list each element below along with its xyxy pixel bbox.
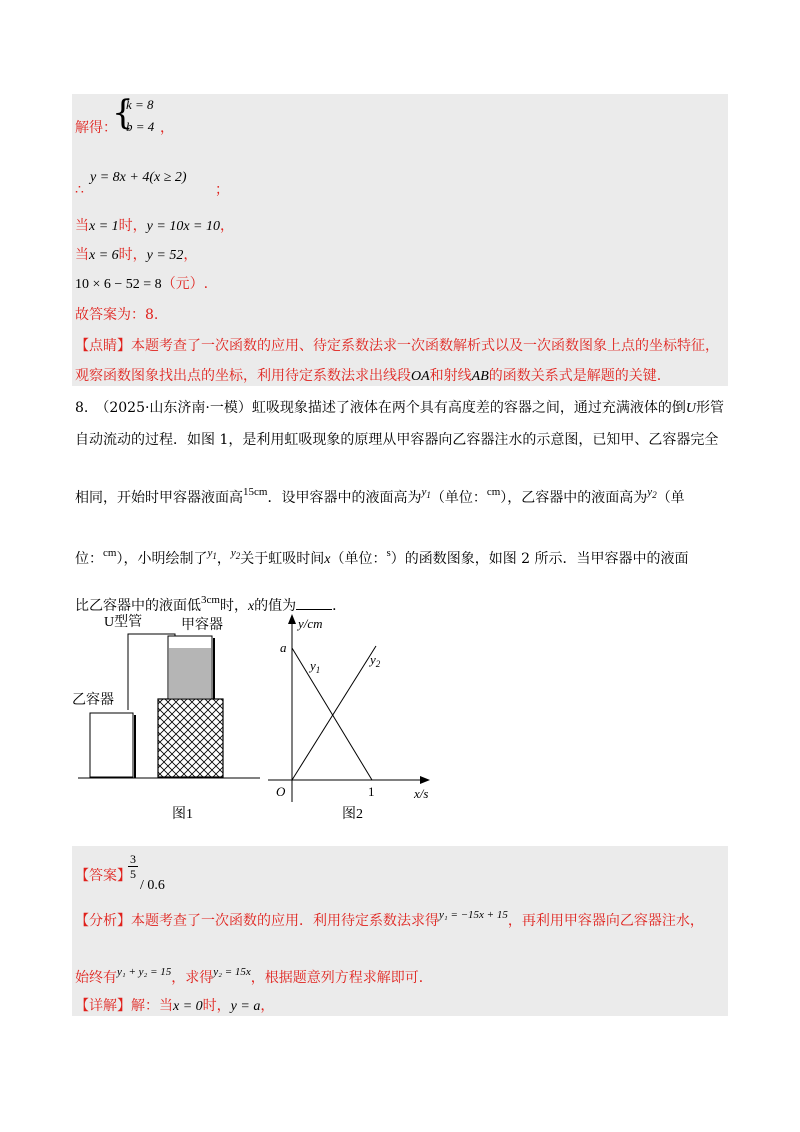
problem-line-4: 位：$^{cm}$），小明绘制了$^{y_1}$，$^{y_2}$关于虹吸时间x（单位：$^s$）的函数图象，如图 2 所示．当甲容器中的液面 [75, 547, 689, 567]
container-a-liquid [169, 648, 211, 698]
y1-label: $y_1$ [310, 658, 321, 675]
problem-line-3: 相同，开始时甲容器液面高$^{15cm}$．设甲容器中的液面高为$^{y_1}$（单位：$^{cm}$），乙容器中的液面高为$^{y_2}$（单 [75, 486, 685, 506]
figure-2-caption: 图2 [342, 807, 363, 822]
comment-line-1: 【点睛】本题考查了一次函数的应用、待定系数法求一次函数解析式以及一次函数图象上点的坐标特征， [75, 338, 719, 354]
x-axis-label: x/s [414, 786, 429, 801]
answer-alt: / 0.6 [140, 878, 165, 893]
container-b [90, 713, 133, 777]
analysis-line-1: 【分析】本题考查了一次函数的应用．利用待定系数法求得$^{y_1 = -15x + 15}$，再利用甲容器向乙容器注水， [75, 909, 704, 929]
x-axis-arrow [420, 776, 430, 784]
solution-block [72, 846, 728, 1016]
y-axis-arrow [288, 614, 296, 624]
therefore-line: ∴ [75, 182, 84, 198]
origin-label: O [276, 784, 286, 799]
comment-line-2: 观察函数图象找出点的坐标，利用待定系数法求出线段OA和射线AB的函数关系式是解题的关键. [75, 368, 662, 384]
container-b-label: 乙容器 [72, 693, 114, 708]
figure-1-caption: 图1 [172, 807, 193, 822]
solve-line: 解得： [75, 120, 117, 136]
equation-b: b = 4 [126, 119, 155, 134]
answer-line: 故答案为：8. [75, 307, 159, 323]
when-x1-line: 当x = 1时，y = 10x = 10， [75, 218, 234, 234]
answer-fraction: 3 5 [130, 852, 136, 881]
system-brace: { [112, 93, 134, 133]
answer-tag-line: 【答案】 [75, 868, 131, 884]
u-tube-label: U型管 [104, 615, 143, 630]
one-label: 1 [368, 784, 375, 799]
equation-k: k = 8 [126, 97, 154, 112]
figure-2-graph [262, 612, 442, 832]
detail-line: 【详解】解：当x = 0时，y = a， [75, 998, 275, 1014]
when-x6-line: 当x = 6时，y = 52， [75, 247, 198, 263]
y-axis-label: y/cm [298, 616, 323, 631]
problem-line-2: 自动流动的过程．如图 1，是利用虹吸现象的原理从甲容器向乙容器注水的示意图，已知甲、乙容器完全 [75, 432, 719, 448]
figure-1-siphon [68, 610, 268, 830]
function-semicolon: ； [215, 182, 229, 198]
problem-line-5: 比乙容器中的液面低$^{3cm}$时，x的值为 ． [75, 594, 347, 614]
problem-line-1: 8. （2025·山东济南·一模）虹吸现象描述了液体在两个具有高度差的容器之间，通过充满液体的倒U形管 [75, 400, 725, 416]
container-a-label: 甲容器 [181, 618, 223, 633]
function-expression: y = 8x + 4(x ≥ 2) [90, 170, 187, 185]
stand [158, 699, 223, 777]
calc-line: 10 × 6 − 52 = 8（元）. [75, 276, 209, 292]
analysis-line-2: 始终有$^{y_1 + y_2 = 15}$，求得$^{y_2 = 15x}$，根据题意列方程求解即可． [75, 966, 433, 986]
y2-line [292, 646, 376, 780]
equation-comma: ， [160, 120, 174, 136]
y2-label: $y_2$ [370, 652, 381, 669]
a-label: a [280, 640, 287, 655]
answer-blank [296, 595, 332, 610]
